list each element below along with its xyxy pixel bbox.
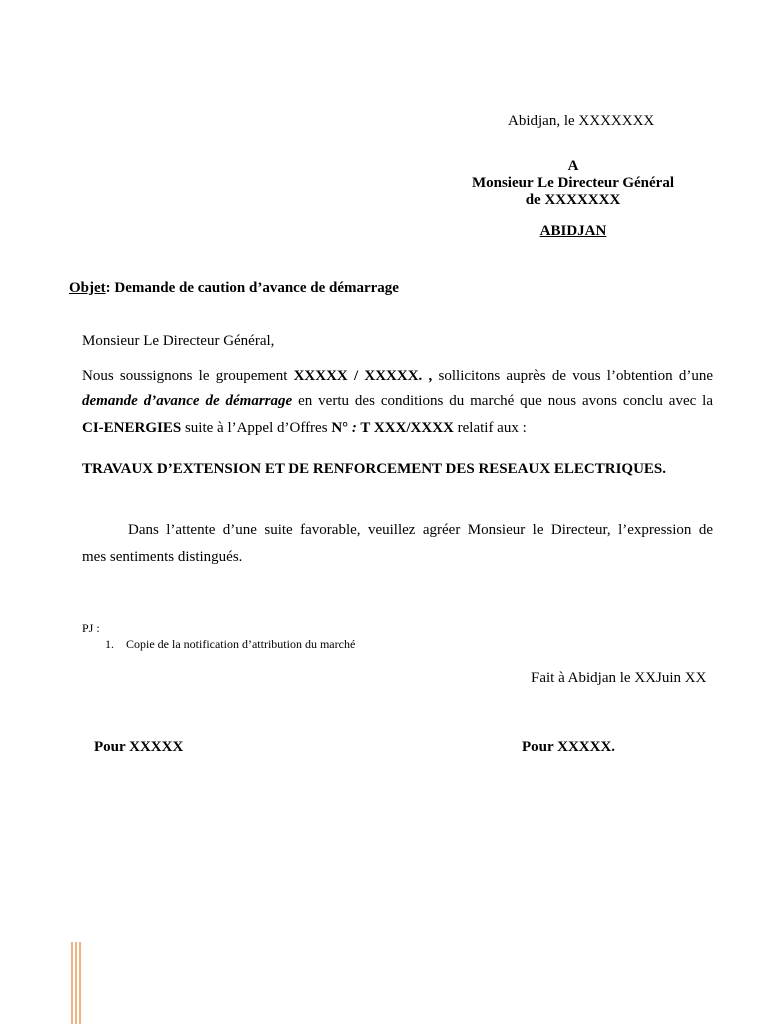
p1-text: Nous soussignons le groupement: [82, 368, 294, 384]
tender-colon: :: [351, 420, 357, 436]
recipient-company: de XXXXXXX: [525, 192, 621, 208]
paragraph-1-line-2: [82, 393, 713, 410]
p1-text: suite à l’Appel d’Offres: [181, 420, 332, 436]
tender-number-label: N°: [331, 420, 352, 436]
attachment-text: Copie de la notification d’attribution du marché: [126, 637, 356, 651]
attachment-number: 1.: [105, 637, 114, 651]
closing-line-1: Dans l’attente d’une suite favorable, veuillez agréer Monsieur le Directeur, l’expression de: [128, 522, 713, 538]
subject-line: [69, 279, 399, 297]
closing-line-2: mes sentiments distingués.: [82, 549, 243, 565]
recipient-city: ABIDJAN: [539, 223, 607, 239]
signature-right: Pour XXXXX.: [522, 739, 616, 755]
works-title: TRAVAUX D’EXTENSION ET DE RENFORCEMENT DES RESEAUX ELECTRIQUES.: [82, 461, 667, 477]
done-at: Fait à Abidjan le XXJuin XX: [531, 670, 707, 686]
attachment-item: [105, 637, 355, 651]
p1-text: en vertu des conditions du marché que nous avons conclu avec la: [298, 393, 714, 409]
paragraph-1-line-1: [82, 368, 713, 385]
p1-text: relatif aux :: [453, 420, 527, 436]
recipient-title: Monsieur Le Directeur Général: [471, 175, 675, 191]
client-name: CI-ENERGIES: [82, 420, 182, 436]
signature-left: Pour XXXXX: [94, 739, 184, 755]
salutation: Monsieur Le Directeur Général,: [82, 333, 275, 349]
place-date: Abidjan, le XXXXXXX: [508, 113, 655, 129]
page-border-decoration: [71, 942, 82, 1024]
paragraph-1-line-3: [82, 419, 527, 437]
subject-text: : Demande de caution d’avance de démarrage: [105, 280, 399, 296]
p1-text: sollicitons auprès de vous l’obtention d’une: [432, 368, 713, 384]
subject-label: Objet: [69, 280, 106, 296]
group-name: XXXXX / XXXXX. ,: [293, 368, 433, 384]
attachments-label: PJ :: [82, 621, 100, 635]
request-type: demande d’avance de démarrage: [82, 393, 293, 409]
tender-number: T XXX/XXXX: [356, 420, 454, 436]
recipient-a: A: [567, 158, 579, 174]
